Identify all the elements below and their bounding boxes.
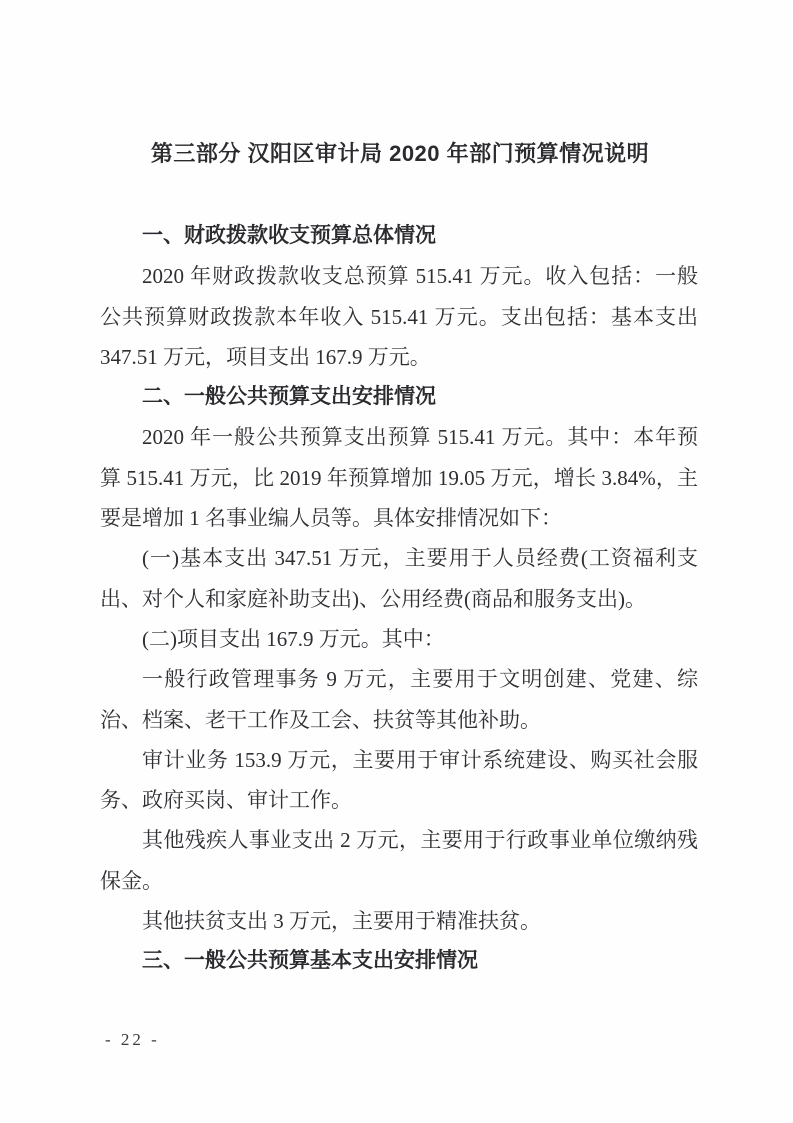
paragraph: (一)基本支出 347.51 万元，主要用于人员经费(工资福利支出、对个人和家庭补助支出)、公用经费(商品和服务支出)。 [100, 546, 698, 611]
section-heading: 一、财政拨款收支预算总体情况 [142, 224, 436, 247]
section-heading: 二、一般公共预算支出安排情况 [142, 385, 436, 409]
paragraph: 审计业务 153.9 万元，主要用于审计系统建设、购买社会服务、政府买岗、审计工作。 [100, 747, 698, 813]
section-heading: 三、一般公共预算基本支出安排情况 [142, 949, 478, 973]
paragraph: 一般行政管理事务 9 万元，主要用于文明创建、党建、综治、档案、老干工作及工会、扶贫等其他补助。 [100, 667, 698, 732]
paragraph: 2020 年一般公共预算支出预算 515.41 万元。其中：本年预算 515.41 万元，比 2019 年预算增加 19.05 万元，增长 3.84%，主要是增加 1 名事业编人员等。具体安排情况如下： [100, 425, 698, 531]
paragraph: 其他扶贫支出 3 万元，主要用于精准扶贫。 [142, 909, 541, 934]
document-title: 第三部分 汉阳区审计局 2020 年部门预算情况说明 [150, 141, 650, 166]
paragraph: (二)项目支出 167.9 万元。其中： [142, 626, 445, 651]
paragraph: 其他残疾人事业支出 2 万元，主要用于行政事业单位缴纳残保金。 [100, 828, 698, 893]
document-sections [100, 216, 698, 982]
page-number: - 22 - [105, 1030, 160, 1049]
paragraph: 2020 年财政拨款收支总预算 515.41 万元。收入包括：一般公共预算财政拨款本年收入 515.41 万元。支出包括：基本支出 347.51 万元，项目支出 167.9 万元。 [100, 264, 698, 369]
